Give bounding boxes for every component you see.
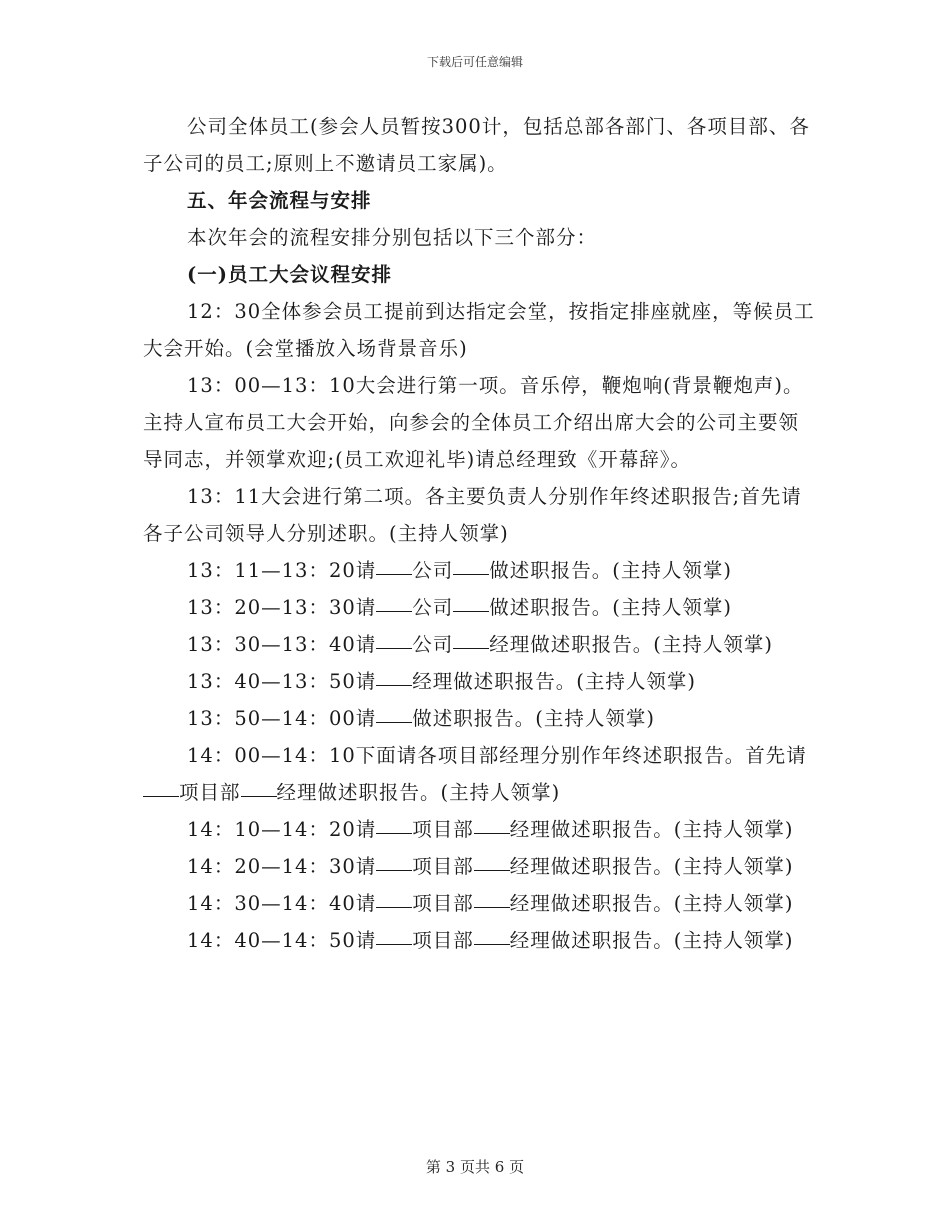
schedule-line: 13：11—13：20请 公司 做述职报告。(主持人领掌)	[187, 559, 732, 582]
blank-line	[376, 721, 412, 723]
paragraph-1230: 12：30全体参会员工提前到达指定会堂，按指定排座就座，等候员工大会开始。(会堂播放入场背景音乐)	[143, 300, 815, 360]
blank-line	[376, 906, 412, 908]
blank-line	[453, 573, 489, 575]
page-header: 下载后可任意编辑	[426, 55, 523, 69]
blank-line	[474, 869, 510, 871]
schedule-line: 14：00—14：10下面请各项目部经理分别作年终述职报告。首先请项目部 经理做述职报告。(主持人领掌)	[143, 737, 815, 811]
blank-line	[474, 906, 510, 908]
paragraph-attendees: 公司全体员工(参会人员暂按300计，包括总部各部门、各项目部、各子公司的员工;原则上不邀请员工家属)。	[143, 115, 810, 175]
blank-line	[376, 610, 412, 612]
schedule-line: 14：30—14：40请 项目部 经理做述职报告。(主持人领掌)	[187, 892, 794, 915]
blank-line	[474, 943, 510, 945]
blank-line	[474, 832, 510, 834]
page-footer: 第 3 页共 6 页	[425, 1158, 525, 1176]
blank-line	[376, 573, 412, 575]
schedule-line: 14：20—14：30请 项目部 经理做述职报告。(主持人领掌)	[187, 855, 794, 878]
schedule-line: 13：20—13：30请 公司 做述职报告。(主持人领掌)	[187, 596, 732, 619]
blank-line	[376, 647, 412, 649]
schedule-line: 13：30—13：40请 公司 经理做述职报告。(主持人领掌)	[187, 633, 773, 656]
paragraph-intro: 本次年会的流程安排分别包括以下三个部分：	[187, 226, 598, 249]
blank-line	[376, 869, 412, 871]
paragraph-1311: 13：11大会进行第二项。各主要负责人分别作年终述职报告;首先请各子公司领导人分别述职。(主持人领掌)	[143, 485, 802, 545]
blank-line	[241, 795, 277, 797]
blank-line	[453, 647, 489, 649]
schedule-line: 13：40—13：50请 经理做述职报告。(主持人领掌)	[187, 670, 696, 693]
section-heading: 五、年会流程与安排	[187, 189, 372, 212]
blank-line	[376, 943, 412, 945]
blank-line	[376, 832, 412, 834]
schedule-line: 14：10—14：20请 项目部 经理做述职报告。(主持人领掌)	[187, 818, 794, 841]
schedule-line: 14：40—14：50请 项目部 经理做述职报告。(主持人领掌)	[187, 929, 794, 952]
blank-line	[376, 684, 412, 686]
paragraph-1300: 13：00—13：10大会进行第一项。音乐停，鞭炮响(背景鞭炮声)。主持人宣布员工大会开始，向参会的全体员工介绍出席大会的公司主要领导同志，并领掌欢迎;(员工欢迎礼毕)请总经理致《开幕辞》。	[143, 374, 804, 471]
blank-line	[453, 610, 489, 612]
document-body	[143, 108, 815, 959]
subsection-heading: (一)员工大会议程安排	[187, 263, 392, 286]
schedule-line: 13：50—14：00请 做述职报告。(主持人领掌)	[187, 707, 655, 730]
blank-line	[143, 795, 179, 797]
